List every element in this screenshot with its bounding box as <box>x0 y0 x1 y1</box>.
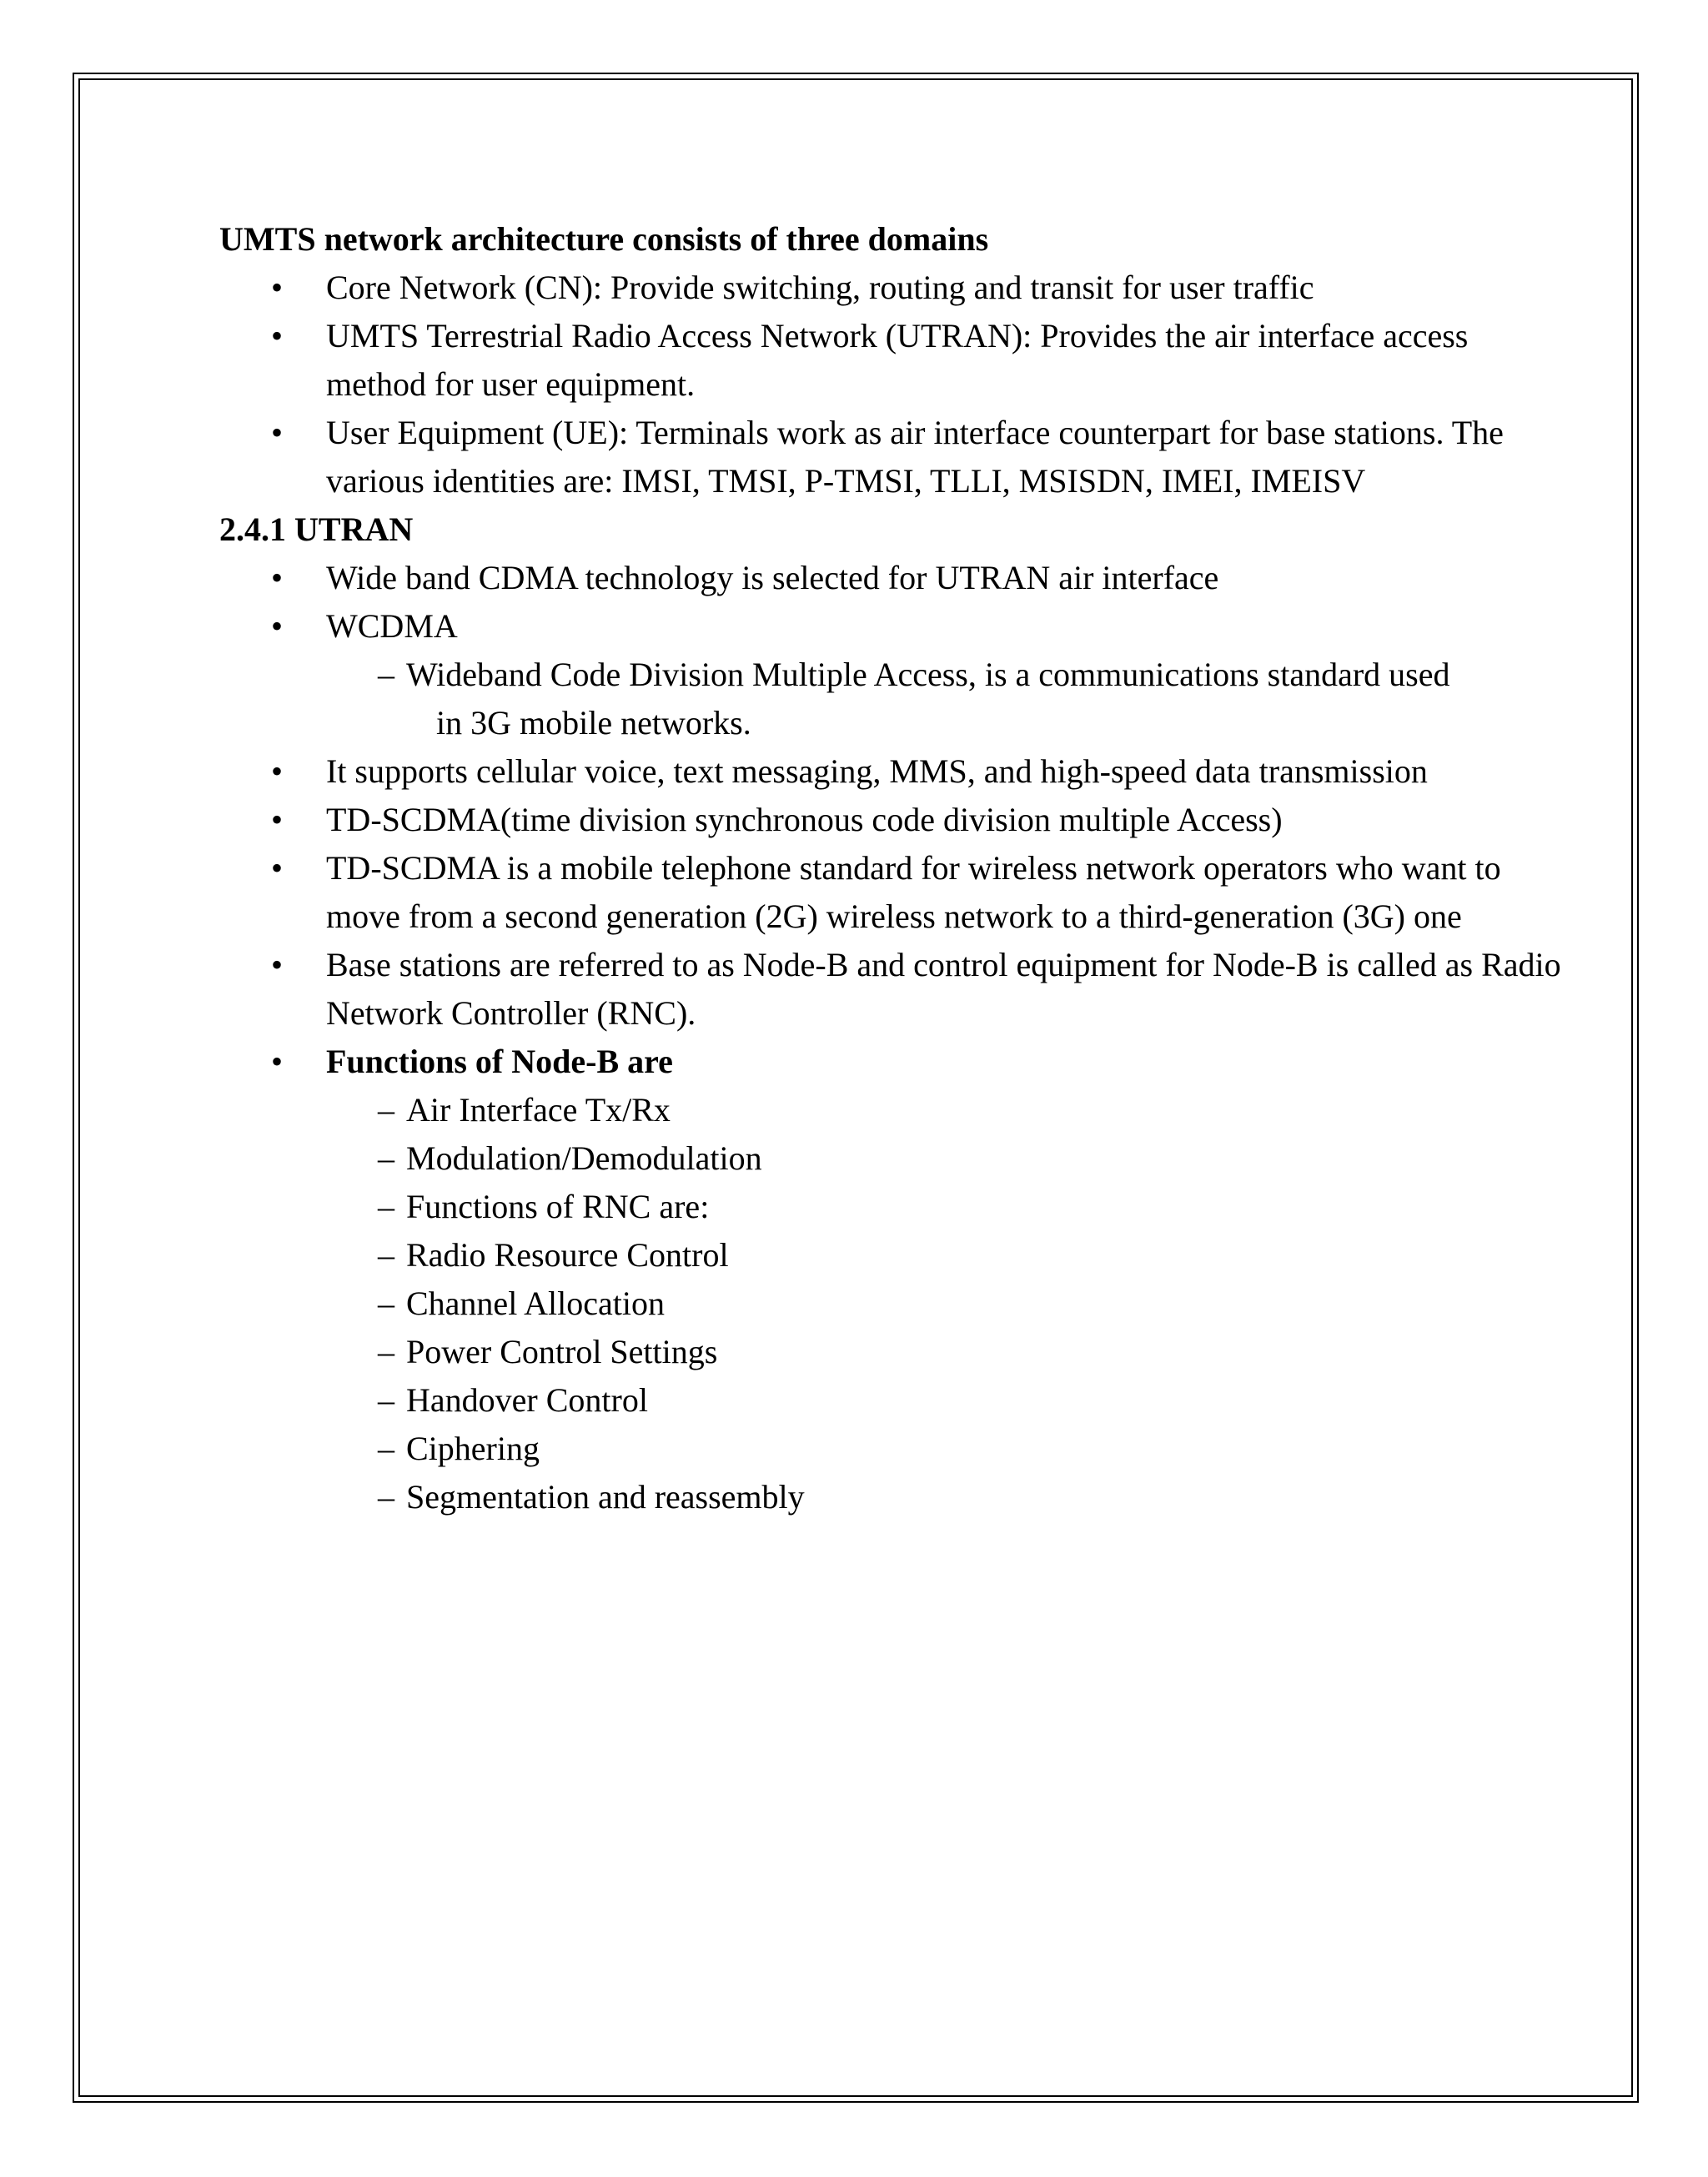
function-item <box>219 1183 1570 1231</box>
list-item-core-network <box>219 264 1570 312</box>
function-item <box>219 1231 1570 1280</box>
function-item-text: Channel Allocation <box>406 1285 665 1322</box>
function-item <box>219 1473 1570 1521</box>
bullet-glyph: • <box>271 414 284 451</box>
function-item <box>219 1425 1570 1473</box>
function-item <box>219 1086 1570 1134</box>
bullet-glyph: • <box>271 607 284 645</box>
list-item-text: Core Network (CN): Provide switching, routing and transit for user traffic <box>326 269 1314 306</box>
bullet-glyph: • <box>271 1043 284 1080</box>
sub-item-wcdma-definition <box>219 651 1570 747</box>
bullet-glyph: • <box>271 849 284 887</box>
list-item-wideband-cdma <box>219 554 1570 602</box>
section-heading-utran: 2.4.1 UTRAN <box>219 510 414 548</box>
list-item-base-stations <box>219 941 1570 1038</box>
function-item <box>219 1328 1570 1376</box>
sub-item-text-line1: Wideband Code Division Multiple Access, is a communications standard used <box>406 656 1450 693</box>
list-item-td-scdma-description <box>219 844 1570 941</box>
function-item-text: Segmentation and reassembly <box>406 1478 805 1516</box>
list-item-text: TD-SCDMA(time division synchronous code division multiple Access) <box>326 801 1283 838</box>
list-item-text: WCDMA <box>326 607 458 645</box>
section-heading-umts: UMTS network architecture consists of three domains <box>219 220 989 258</box>
list-item-text: User Equipment (UE): Terminals work as air interface counterpart for base stations. The various identities are: IMSI, TMSI, P-TMSI, TLLI, MSISDN, IMEI, IMEISV <box>326 414 1504 500</box>
dash-glyph: – <box>378 1285 394 1322</box>
function-item-text: Ciphering <box>406 1430 540 1467</box>
function-item <box>219 1376 1570 1425</box>
document-body <box>219 215 1570 1521</box>
dash-glyph: – <box>378 1381 394 1419</box>
list-item-text: TD-SCDMA is a mobile telephone standard for wireless network operators who want to move from a second generation (2G) wireless network to a third-generation (3G) one <box>326 849 1501 935</box>
bullet-glyph: • <box>271 801 284 838</box>
dash-glyph: – <box>378 656 394 693</box>
bullet-glyph: • <box>271 317 284 354</box>
list-item-td-scdma <box>219 796 1570 844</box>
list-item-supports <box>219 747 1570 796</box>
function-item <box>219 1280 1570 1328</box>
sub-item-text-line2: in 3G mobile networks. <box>436 704 751 742</box>
dash-glyph: – <box>378 1478 394 1516</box>
list-item-user-equipment <box>219 409 1570 505</box>
function-item <box>219 1134 1570 1183</box>
list-item-text: UMTS Terrestrial Radio Access Network (UTRAN): Provides the air interface access method for user equipment. <box>326 317 1469 403</box>
dash-glyph: – <box>378 1139 394 1177</box>
bullet-glyph: • <box>271 752 284 790</box>
function-item-text: Handover Control <box>406 1381 648 1419</box>
list-item-text: Wide band CDMA technology is selected for UTRAN air interface <box>326 559 1219 596</box>
dash-glyph: – <box>378 1236 394 1274</box>
list-item-wcdma <box>219 602 1570 651</box>
function-item-text: Functions of RNC are: <box>406 1188 710 1225</box>
dash-glyph: – <box>378 1333 394 1370</box>
list-item-text: It supports cellular voice, text messaging, MMS, and high-speed data transmission <box>326 752 1428 790</box>
function-item-text: Power Control Settings <box>406 1333 718 1370</box>
list-item-text: Base stations are referred to as Node-B and control equipment for Node-B is called as Radio Network Controller (RNC). <box>326 946 1561 1032</box>
bullet-glyph: • <box>271 559 284 596</box>
function-item-text: Air Interface Tx/Rx <box>406 1091 671 1129</box>
function-item-text: Modulation/Demodulation <box>406 1139 762 1177</box>
list-item-text-bold: Functions of Node-B are <box>326 1043 673 1080</box>
bullet-glyph: • <box>271 946 284 983</box>
function-item-text: Radio Resource Control <box>406 1236 729 1274</box>
bullet-glyph: • <box>271 269 284 306</box>
dash-glyph: – <box>378 1091 394 1129</box>
dash-glyph: – <box>378 1188 394 1225</box>
list-item-functions-node-b <box>219 1038 1570 1086</box>
list-item-utran <box>219 312 1570 409</box>
dash-glyph: – <box>378 1430 394 1467</box>
